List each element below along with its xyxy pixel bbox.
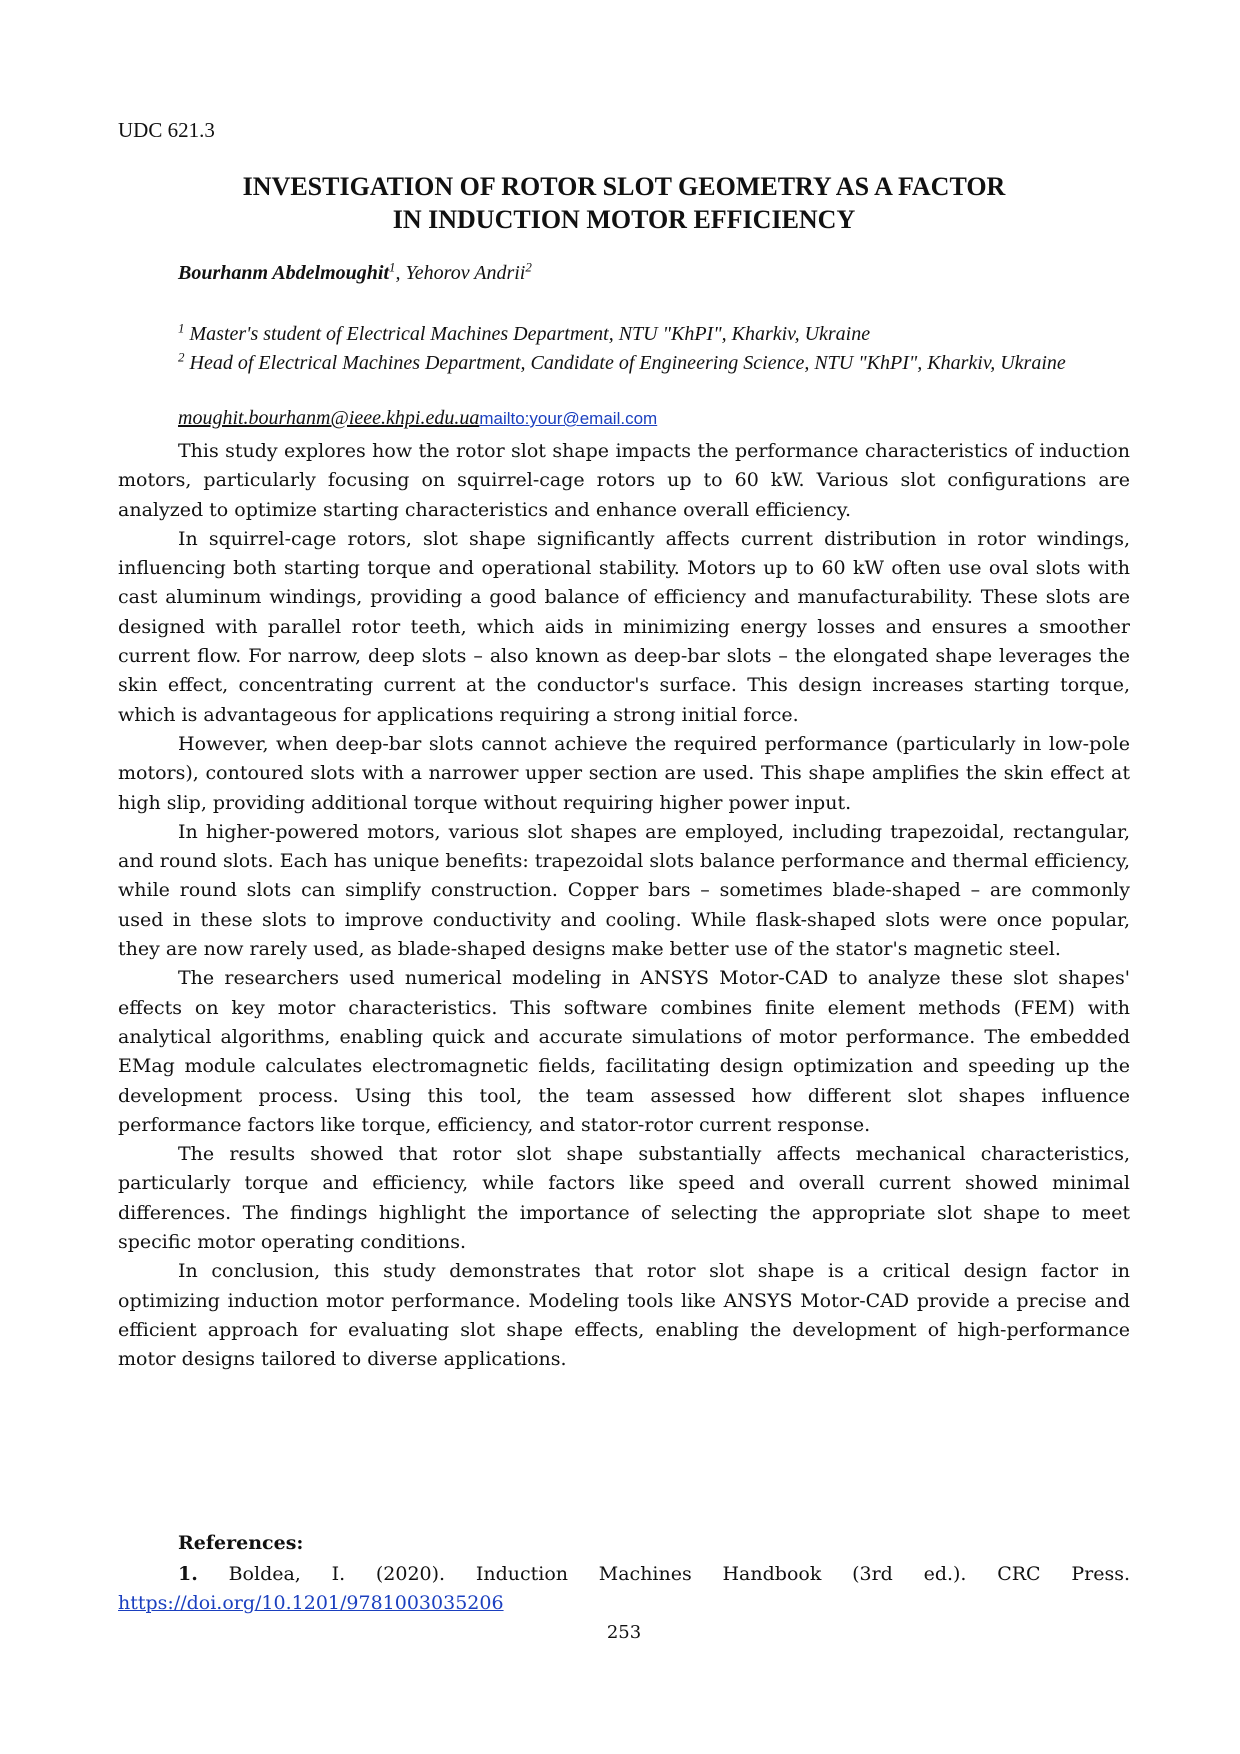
reference-number: 1. [178,1563,198,1585]
paragraph-7: In conclusion, this study demonstrates that rotor slot shape is a critical design factor in optimizing induction motor performance. Modeling tools like ANSYS Motor-CAD provide a precise and efficient approach for evaluating slot shape effects, enabling the development of high-performance motor designs tailored to diverse applications. [118,1260,1130,1371]
affiliation-2-text: Head of Electrical Machines Department, Candidate of Engineering Science, NTU "KhPI", Kharkiv, Ukraine [184,352,1066,374]
paper-title [118,170,1130,236]
paragraph-1: This study explores how the rotor slot shape impacts the performance characteristics of induction motors, particularly focusing on squirrel-cage rotors up to 60 kW. Various slot configurations are analyzed to optimize starting characteristics and enhance overall efficiency. [118,440,1130,521]
author-line [178,259,532,285]
paragraph-5: The researchers used numerical modeling in ANSYS Motor-CAD to analyze these slot shapes' effects on key motor characteristics. This software combines finite element methods (FEM) with analytical algorithms, enabling quick and accurate simulations of motor performance. The embedded EMag module calculates electromagnetic fields, facilitating design optimization and speeding up the development process. Using this tool, the team assessed how different slot shapes influence performance factors like torque, efficiency, and stator-rotor current response. [118,967,1130,1136]
paragraph-4: In higher-powered motors, various slot shapes are employed, including trapezoidal, rectangular, and round slots. Each has unique benefits: trapezoidal slots balance performance and thermal efficiency, while round slots can simplify construction. Copper bars – sometimes blade-shaped – are commonly used in these slots to improve conductivity and cooling. While flask-shaped slots were once popular, they are now rarely used, as blade-shaped designs make better use of the stator's magnetic steel. [118,820,1131,961]
affiliation-1-text: Master's student of Electrical Machines Department, NTU "KhPI", Kharkiv, Ukraine [184,323,871,345]
author-2-sup: 2 [525,259,532,275]
abstract-body [118,437,1130,1375]
affiliation-1 [118,320,1130,349]
email-link[interactable]: moughit.bourhanm@ieee.khpi.edu.ua [178,407,480,429]
affiliation-1-sup: 1 [178,320,185,336]
page-number: 253 [606,1622,642,1643]
title-line-2: IN INDUCTION MOTOR EFFICIENCY [392,205,856,234]
udc-code: UDC 621.3 [118,118,215,142]
author-1-name: Bourhanm Abdelmoughit [178,262,389,284]
title-line-1: INVESTIGATION OF ROTOR SLOT GEOMETRY AS A FACTOR [242,172,1006,201]
author-1-sup: 1 [389,259,396,275]
paragraph-6: The results showed that rotor slot shape substantially affects mechanical characteristics, particularly torque and efficiency, while factors like speed and overall current showed minimal differences. The findings highlight the importance of selecting the appropriate slot shape to meet specific motor operating conditions. [118,1143,1130,1254]
affiliation-2 [118,349,1130,378]
paragraph-2: In squirrel-cage rotors, slot shape significantly affects current distribution in rotor windings, influencing both starting torque and operational stability. Motors up to 60 kW often use oval slots with cast aluminum windings, providing a good balance of efficiency and manufacturability. These slots are designed with parallel rotor teeth, which aids in minimizing energy losses and ensures a smoother current flow. For narrow, deep slots – also known as deep-bar slots – the elongated shape leverages the skin effect, concentrating current at the conductor's surface. This design increases starting torque, which is advantageous for applications requiring a strong initial force. [118,527,1130,726]
references-heading: References: [178,1532,304,1554]
contact-line [178,407,657,430]
reference-text: Boldea, I. (2020). Induction Machines Handbook (3rd ed.). CRC Press. [197,1563,1130,1585]
author-separator: , [395,262,406,284]
author-2-name: Yehorov Andrii [405,262,526,284]
reference-doi-link[interactable]: https://doi.org/10.1201/9781003035206 [118,1592,504,1614]
affiliation-2-sup: 2 [178,349,185,365]
reference-item [118,1560,1130,1618]
paragraph-3: However, when deep-bar slots cannot achieve the required performance (particularly in low-pole motors), contoured slots with a narrower upper section are used. This shape amplifies the skin effect at high slip, providing additional torque without requiring higher power input. [118,732,1130,814]
mailto-link[interactable]: mailto:your@email.com [479,409,658,428]
